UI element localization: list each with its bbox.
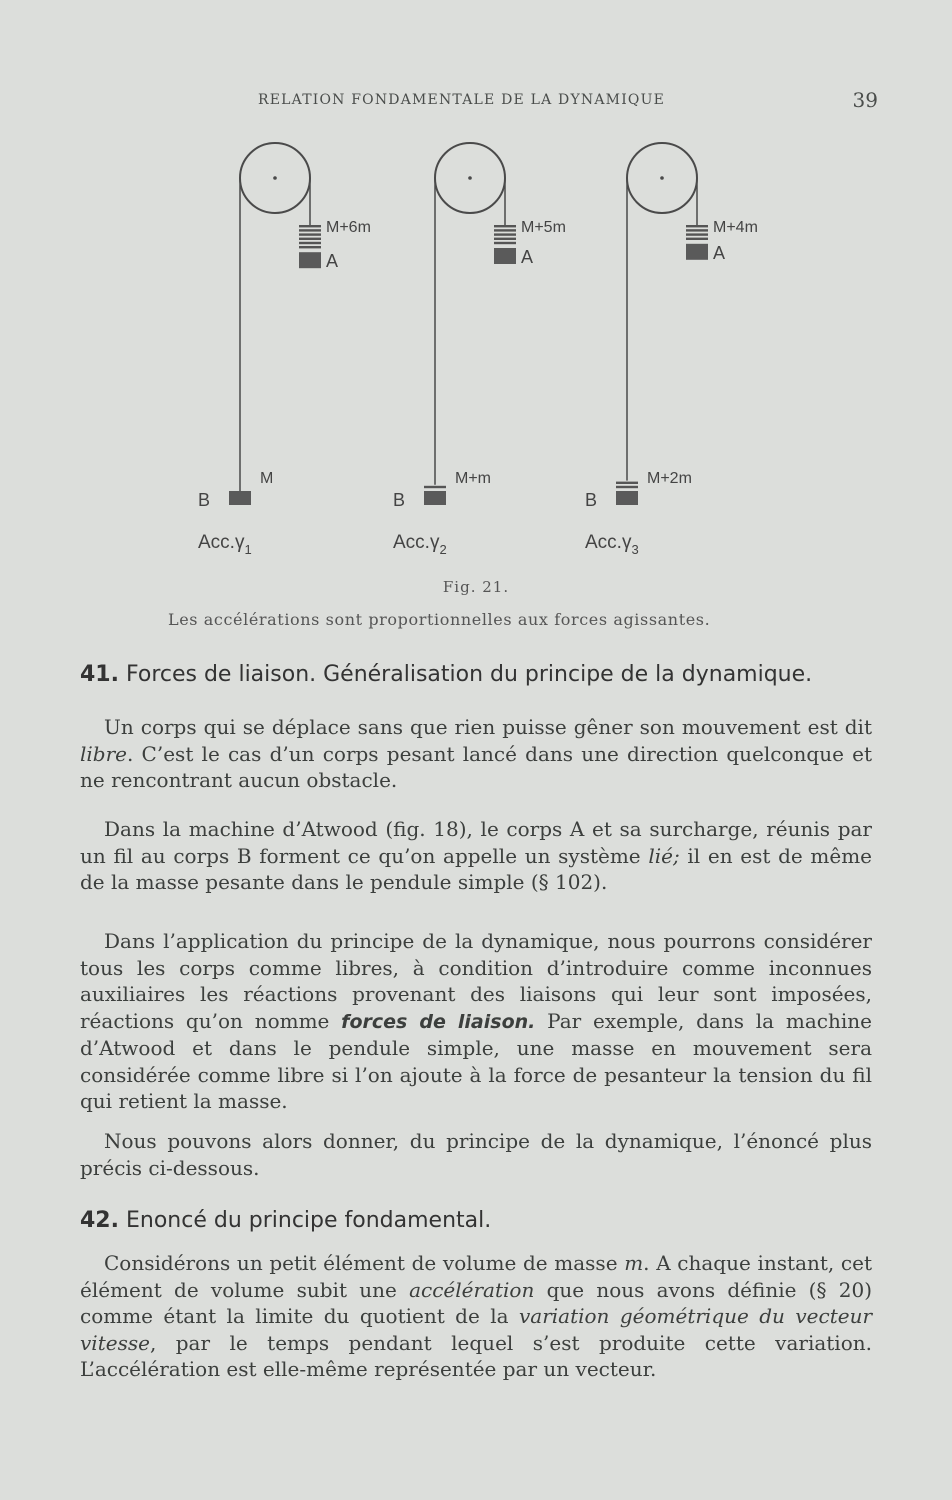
mass-b-total-label: M+2m [647, 470, 692, 487]
mass-a-total-label: M+5m [521, 219, 566, 236]
section-42-title: Enoncé du principe fondamental. [125, 1208, 492, 1233]
overload-plate [299, 246, 321, 248]
overload-plate [299, 229, 321, 231]
mass-b-label: B [393, 490, 406, 510]
mass-a [299, 252, 321, 268]
page-number: 39 [852, 88, 878, 112]
overload-plate [686, 233, 708, 235]
overload-plate [494, 225, 516, 227]
overload-plate [299, 225, 321, 227]
pulley-axle [660, 176, 664, 180]
overload-plate [494, 229, 516, 231]
atwood-figure [180, 130, 820, 580]
overload-plate [299, 242, 321, 244]
pulley-axle [468, 176, 472, 180]
mass-b [229, 491, 251, 505]
overload-plate [686, 238, 708, 240]
overload-plate [686, 225, 708, 227]
mass-a-label: A [326, 251, 339, 272]
paragraph-41-2: Dans la machine d’Atwood (fig. 18), le corps A et sa surcharge, réunis par un fil au corps B forment ce qu’on appelle un système lié; il en est de même de la masse pesante dans le pendule simple (§ 102). [80, 817, 872, 894]
section-41-heading [80, 660, 872, 689]
paragraph-41-3: Dans l’application du principe de la dynamique, nous pourrons considérer tous les corps comme libres, à condition d’introduire comme inconnues auxiliaires les réactions provenant des liaisons qui leur sont imposées, réactions qu’on nomme forces de liaison. Par exemple, dans la machine d’Atwood et dans le pendule simple, une masse en mouvement sera considérée comme libre si l’on ajoute à la force de pesanteur la tension du fil qui retient la masse. [80, 929, 872, 1113]
mass-b [616, 491, 638, 505]
overload-plate [686, 229, 708, 231]
paragraph-41-4: Nous pouvons alors donner, du principe de la dynamique, l’énoncé plus précis ci-dessous. [80, 1129, 872, 1180]
mass-b-total-label: M [260, 470, 274, 487]
acceleration-label: $Acc.\gamma_1$ [198, 532, 252, 557]
overload-plate [494, 238, 516, 240]
overload-plate [616, 486, 638, 488]
mass-b-total-label: M+m [455, 470, 491, 487]
mass-b-label: B [198, 490, 211, 510]
pulley-axle [273, 176, 277, 180]
mass-a [494, 248, 516, 264]
paragraph-42-1: Considérons un petit élément de volume de masse m. A chaque instant, cet élément de volume subit une accélération que nous avons définie (§ 20) comme étant la limite du quotient de la variation géométrique du vecteur vitesse, par le temps pendant lequel s’est produite cette variation. L’accélération est elle-même représentée par un vecteur. [80, 1251, 873, 1381]
mass-a [686, 244, 708, 260]
figure-number: Fig. 21. [442, 578, 510, 596]
acceleration-label: $Acc.\gamma_3$ [585, 532, 639, 557]
paragraph-41-1: Un corps qui se déplace sans que rien puisse gêner son mouvement est dit libre. C’est le cas d’un corps pesant lancé dans une direction quelconque et ne rencontrant aucun obstacle. [80, 715, 872, 792]
section-42-heading [80, 1206, 872, 1235]
section-41-title: Forces de liaison. Généralisation du principe de la dynamique. [125, 662, 813, 687]
overload-plate [494, 242, 516, 244]
acceleration-label: $Acc.\gamma_2$ [393, 532, 447, 557]
mass-a-label: A [713, 242, 726, 263]
mass-b [424, 491, 446, 505]
overload-plate [494, 233, 516, 235]
running-head-title: RELATION FONDAMENTALE DE LA DYNAMIQUE [258, 92, 666, 108]
figure-caption: Les accélérations sont proportionnelles aux forces agissantes. [168, 610, 711, 629]
section-41-number: 41. [80, 662, 119, 687]
overload-plate [299, 233, 321, 235]
section-42-number: 42. [80, 1208, 119, 1233]
running-head [258, 88, 878, 112]
atwood-diagram [180, 130, 820, 580]
overload-plate [616, 482, 638, 484]
overload-plate [299, 238, 321, 240]
mass-b-label: B [585, 490, 598, 510]
mass-a-total-label: M+6m [326, 219, 371, 236]
mass-a-total-label: M+4m [713, 219, 758, 236]
mass-a-label: A [521, 247, 534, 267]
overload-plate [424, 486, 446, 488]
